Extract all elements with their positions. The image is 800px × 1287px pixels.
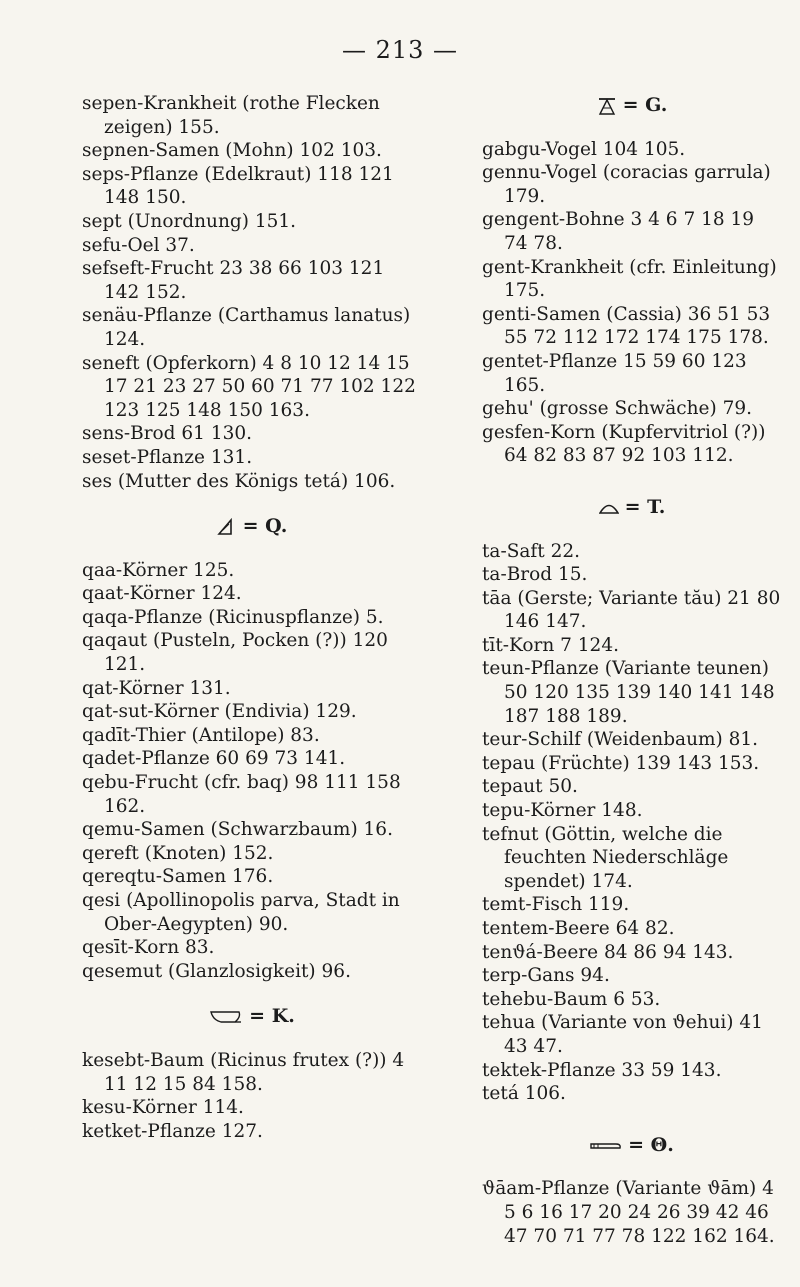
list-item: gennu-Vogel (coracias garrula) 179.	[482, 162, 771, 207]
list-item: qereqtu-Samen 176.	[82, 866, 274, 888]
hieroglyph-bread-icon	[599, 496, 619, 520]
section-letter: = G.	[622, 94, 668, 116]
list-item: qadet-Pflanze 60 69 73 141.	[82, 748, 346, 770]
list-item: gent-Krankheit (cfr. Einleitung) 175.	[482, 256, 777, 302]
hieroglyph-basket-icon	[209, 1005, 243, 1029]
list-item: qaqaut (Pusteln, Pocken (?)) 120 121.	[82, 630, 388, 676]
section-heading-th	[482, 1134, 782, 1158]
list-item: ta-Brod 15.	[482, 564, 588, 586]
list-item: tektek-Pflanze 33 59 143.	[482, 1059, 722, 1081]
list-item: seps-Pflanze (Edelkraut) 118 121 148 150.	[82, 163, 394, 209]
list-item: qereft (Knoten) 152.	[82, 842, 274, 864]
list-item: tīt-Korn 7 124.	[482, 634, 619, 656]
list-item: sepen-Krankheit (rothe Flecken zeigen) 155.	[82, 93, 380, 138]
t-entries-list	[482, 540, 782, 1106]
page-number: — 213 —	[341, 36, 459, 64]
list-item: sepnen-Samen (Mohn) 102 103.	[82, 140, 382, 162]
list-item: sens-Brod 61 130.	[82, 423, 253, 445]
list-item: genti-Samen (Cassia) 36 51 53 55 72 112 172 174 175 178.	[482, 303, 771, 349]
list-item: tehua (Variante von ϑehui) 41 43 47.	[482, 1012, 763, 1057]
list-item: tepaut 50.	[482, 776, 578, 798]
list-item: seset-Pflanze 131.	[82, 446, 253, 468]
section-heading-k	[82, 1005, 422, 1029]
list-item: gentet-Pflanze 15 59 60 123 165.	[482, 350, 747, 396]
list-item: sefu-Oel 37.	[82, 234, 195, 256]
list-item: qesemut (Glanzlosigkeit) 96.	[82, 960, 351, 982]
list-item: sefseft-Frucht 23 38 66 103 121 142 152.	[82, 258, 385, 303]
hieroglyph-rope-icon	[590, 1134, 622, 1158]
section-letter: = Θ.	[628, 1133, 674, 1156]
list-item: tāa (Gerste; Variante tău) 21 80 146 147.	[482, 587, 781, 633]
list-item: terp-Gans 94.	[482, 965, 610, 987]
section-letter: = Q.	[242, 515, 288, 538]
list-item: temt-Fisch 119.	[482, 894, 630, 916]
list-item: gengent-Bohne 3 4 6 7 18 19 74 78.	[482, 209, 755, 254]
list-item: tehebu-Baum 6 53.	[482, 988, 661, 1010]
list-item: qebu-Frucht (cfr. baq) 98 111 158 162.	[82, 772, 401, 817]
list-item: qaat-Körner 124.	[82, 583, 242, 605]
list-item: ϑāam-Pflanze (Variante ϑām) 4 5 6 16 17 20 24 26 39 42 46 47 70 71 77 78 122 162 164.	[482, 1178, 775, 1247]
list-item: tentem-Beere 64 82.	[482, 918, 675, 939]
list-item: qaa-Körner 125.	[82, 559, 235, 581]
list-item: qadīt-Thier (Antilope) 83.	[82, 724, 320, 746]
s-entries-list	[82, 92, 422, 493]
list-item: kesebt-Baum (Ricinus frutex (?)) 4 11 12 15 84 158.	[82, 1049, 405, 1095]
list-item: tepau (Früchte) 139 143 153.	[482, 752, 760, 774]
list-item: teun-Pflanze (Variante teunen) 50 120 135 139 140 141 148 187 188 189.	[482, 658, 775, 727]
th-entries-list	[482, 1177, 782, 1248]
list-item: gabgu-Vogel 104 105.	[482, 138, 686, 160]
list-item: teur-Schilf (Weidenbaum) 81.	[482, 729, 759, 751]
list-item: tefnut (Göttin, welche die feuchten Niederschläge spendet) 174.	[482, 823, 729, 892]
section-heading-q	[82, 515, 422, 539]
hieroglyph-stand-icon	[597, 94, 617, 118]
list-item: ketket-Pflanze 127.	[82, 1120, 263, 1142]
list-item: tetá 106.	[482, 1083, 566, 1105]
left-column	[82, 92, 422, 1143]
section-letter: = K.	[249, 1005, 295, 1028]
list-item: seneft (Opferkorn) 4 8 10 12 14 15 17 21 23 27 50 60 71 77 102 122 123 125 148 150 163.	[82, 352, 416, 421]
list-item: sept (Unordnung) 151.	[82, 210, 297, 232]
list-item: qaqa-Pflanze (Ricinuspflanze) 5.	[82, 606, 384, 628]
section-heading-g	[482, 94, 782, 118]
list-item: qemu-Samen (Schwarzbaum) 16.	[82, 819, 393, 841]
list-item: gesfen-Korn (Kupfervitriol (?)) 64 82 83 87 92 103 112.	[482, 421, 766, 467]
g-entries-list	[482, 138, 782, 468]
list-item: qat-sut-Körner (Endivia) 129.	[82, 701, 357, 723]
section-letter: = T.	[624, 495, 666, 518]
section-heading-t	[482, 496, 782, 520]
hieroglyph-triangle-icon	[217, 515, 237, 539]
list-item: ta-Saft 22.	[482, 540, 581, 562]
list-item: kesu-Körner 114.	[82, 1097, 244, 1119]
q-entries-list	[82, 559, 422, 984]
list-item: tepu-Körner 148.	[482, 800, 643, 822]
list-item: gehu' (grosse Schwäche) 79.	[482, 398, 753, 420]
list-item: senäu-Pflanze (Carthamus lanatus) 124.	[82, 305, 411, 350]
right-column	[482, 92, 782, 1248]
list-item: ses (Mutter des Königs tetá) 106.	[82, 470, 396, 492]
list-item: qat-Körner 131.	[82, 677, 231, 699]
k-entries-list	[82, 1049, 422, 1143]
list-item: qesi (Apollinopolis parva, Stadt in Ober-Aegypten) 90.	[82, 890, 400, 935]
list-item: qesīt-Korn 83.	[82, 937, 215, 959]
list-item: tenϑá-Beere 84 86 94 143.	[482, 941, 734, 963]
